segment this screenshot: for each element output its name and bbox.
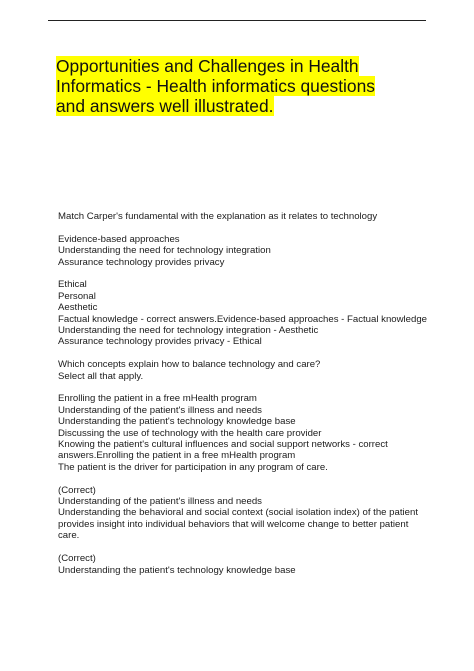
body-line: Assurance technology provides privacy <box>58 256 225 268</box>
body-line: Personal <box>58 290 96 302</box>
body-line: Which concepts explain how to balance technology and care? <box>58 359 321 371</box>
document-title <box>56 56 406 116</box>
paragraph-gap <box>58 222 438 233</box>
body-line: Factual knowledge - correct answers.Evidence-based approaches - Factual knowledge <box>58 313 428 325</box>
body-line: Understanding of the patient's illness and needs <box>58 496 262 508</box>
title-line-3: and answers well illustrated. <box>56 96 274 116</box>
paragraph-gap <box>58 348 438 359</box>
top-divider <box>48 20 426 21</box>
body-line: The patient is the driver for participation in any program of care. <box>58 461 328 473</box>
body-line: care. <box>58 530 80 542</box>
title-line-1: Opportunities and Challenges in Health <box>56 56 359 76</box>
body-line: Ethical <box>58 279 87 291</box>
body-line: (Correct) <box>58 484 96 496</box>
body-line: Discussing the use of technology with the health care provider <box>58 427 322 439</box>
paragraph-gap <box>58 473 438 484</box>
body-line: Assurance technology provides privacy - Ethical <box>58 336 262 348</box>
body-line: Understanding the patient's technology knowledge base <box>58 416 296 428</box>
body-line: answers.Enrolling the patient in a free mHealth program <box>58 450 296 462</box>
body-line: (Correct) <box>58 553 96 565</box>
paragraph-gap <box>58 382 438 393</box>
body-line: Understanding the need for technology integration <box>58 245 271 257</box>
paragraph-gap <box>58 268 438 279</box>
paragraph-gap <box>58 542 438 553</box>
body-line: Knowing the patient's cultural influences and social support networks - correct <box>58 439 388 451</box>
body-line: Understanding the patient's technology knowledge base <box>58 564 296 576</box>
body-line: Match Carper's fundamental with the explanation as it relates to technology <box>58 211 378 222</box>
body-line: provides insight into individual behaviors that will welcome change to better patient <box>58 518 409 530</box>
document-body <box>58 211 438 576</box>
body-line: Evidence-based approaches <box>58 233 180 245</box>
body-line: Aesthetic <box>58 302 98 314</box>
body-line: Understanding the need for technology integration - Aesthetic <box>58 325 319 337</box>
body-line: Understanding the behavioral and social context (social isolation index) of the patient <box>58 507 418 519</box>
body-line: Enrolling the patient in a free mHealth program <box>58 393 257 405</box>
title-line-2: Informatics - Health informatics questions <box>56 76 375 96</box>
body-line: Understanding of the patient's illness and needs <box>58 404 262 416</box>
body-line: Select all that apply. <box>58 370 144 382</box>
